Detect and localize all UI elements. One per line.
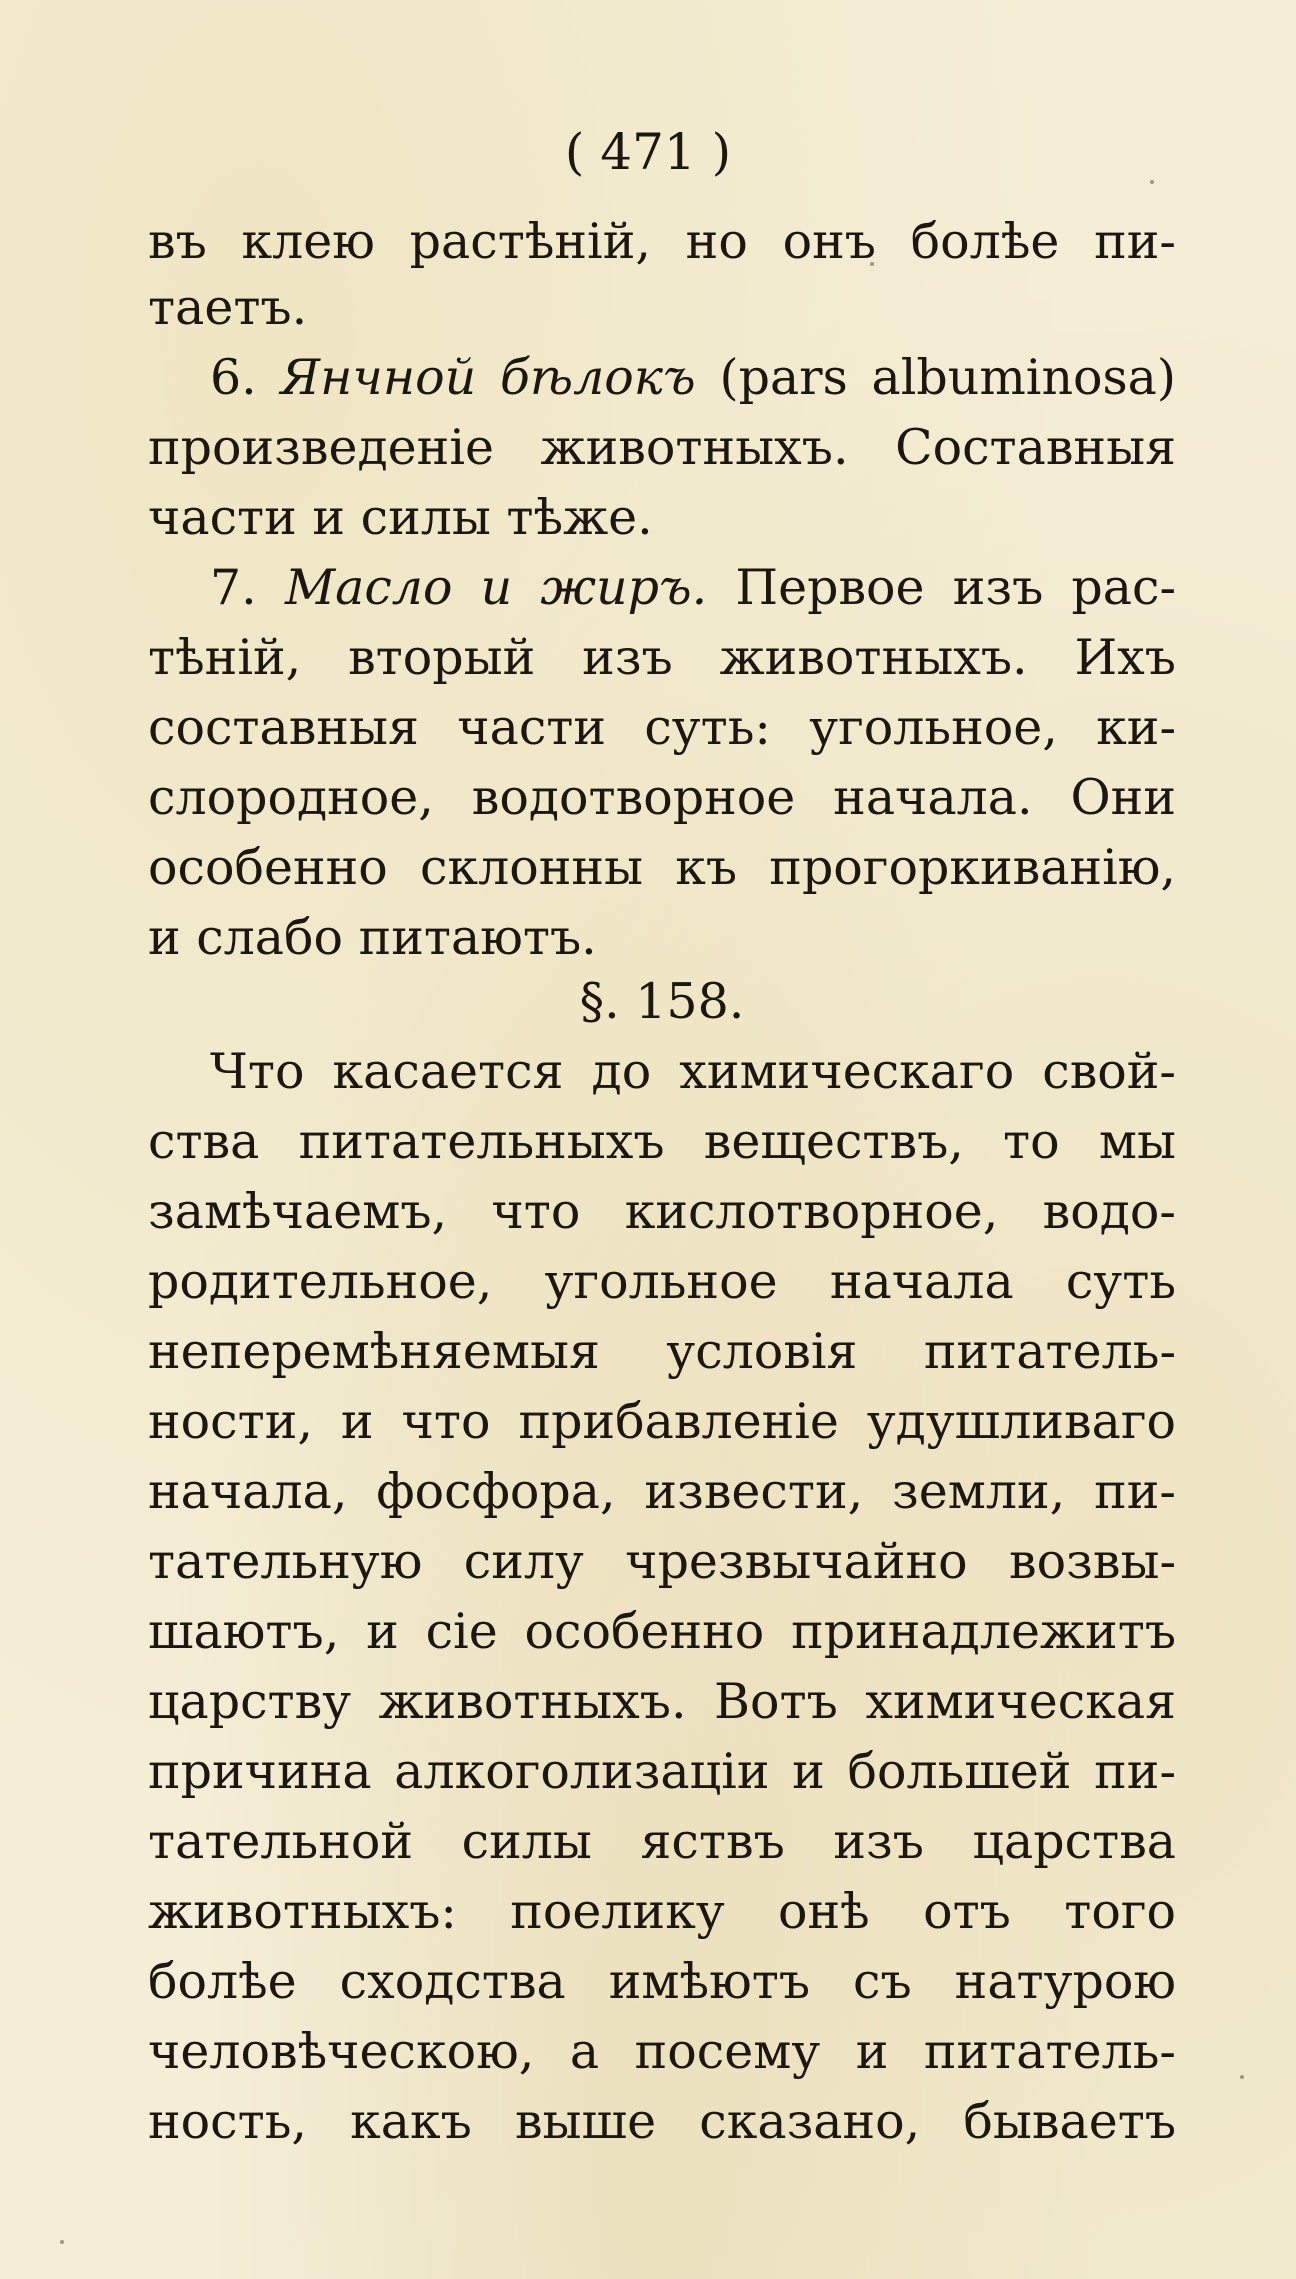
text-line: человѣческою, а посему и питатель- [148, 2023, 1176, 2080]
section-heading-egg-white [148, 348, 1176, 408]
text-line: ства питательныхъ веществъ, то мы [148, 1113, 1176, 1170]
text-line: особенно склонны къ прогоркиванію, [148, 839, 1176, 896]
page-number: ( 471 ) [564, 123, 732, 181]
item-number: 6. [210, 349, 257, 406]
item-text: Первое изъ рас- [735, 559, 1177, 616]
paper-speck [60, 2240, 64, 2244]
text-line: слородное, водотворное начала. Они [148, 769, 1176, 826]
text-line: части и силы тѣже. [148, 489, 653, 546]
text-line: тательную силу чрезвычайно возвы- [148, 1533, 1176, 1590]
text-line: болѣе сходства имѣютъ съ натурою [148, 1953, 1176, 2010]
text-line: животныхъ: поелику онѣ отъ того [148, 1883, 1176, 1940]
text-line: ности, и что прибавленіе удушливаго [148, 1393, 1176, 1450]
section-marker: §. 158. [579, 973, 745, 1030]
text-line: замѣчаемъ, что кислотворное, водо- [148, 1183, 1176, 1240]
text-line: произведеніе животныхъ. Составныя [148, 419, 1176, 476]
text-line: неперемѣняемыя условія питатель- [148, 1323, 1176, 1380]
text-line: таетъ. [148, 279, 308, 336]
paper-speck [1240, 2075, 1244, 2079]
text-line: тѣній, вторый изъ животныхъ. Ихъ [148, 629, 1176, 686]
text-line: начала, фосфора, извести, земли, пи- [148, 1463, 1176, 1520]
text-line: тательной силы яствъ изъ царства [148, 1813, 1176, 1870]
text-line: причина алкоголизаціи и большей пи- [148, 1743, 1176, 1800]
text-line: въ клею растѣній, но онъ болѣе пи- [148, 213, 1176, 270]
text-line: ность, какъ выше сказано, бываетъ [148, 2093, 1176, 2150]
text-line: составныя части суть: угольное, ки- [148, 699, 1176, 756]
item-latin-term: (pars albuminosa) [719, 349, 1176, 406]
text-line: шаютъ, и сіе особенно принадлежитъ [148, 1603, 1176, 1660]
item-title: Масло и жиръ. [284, 559, 708, 616]
item-number: 7. [210, 559, 257, 616]
text-line: Что касается до химическаго свой- [210, 1043, 1176, 1100]
text-line: родительное, угольное начала суть [148, 1253, 1176, 1310]
item-title: Янчной бѣлокъ [280, 349, 696, 406]
text-line: царству животныхъ. Вотъ химическая [148, 1673, 1176, 1730]
text-line: и слабо питаютъ. [148, 909, 597, 966]
section-heading-oil-fat [148, 558, 1176, 618]
